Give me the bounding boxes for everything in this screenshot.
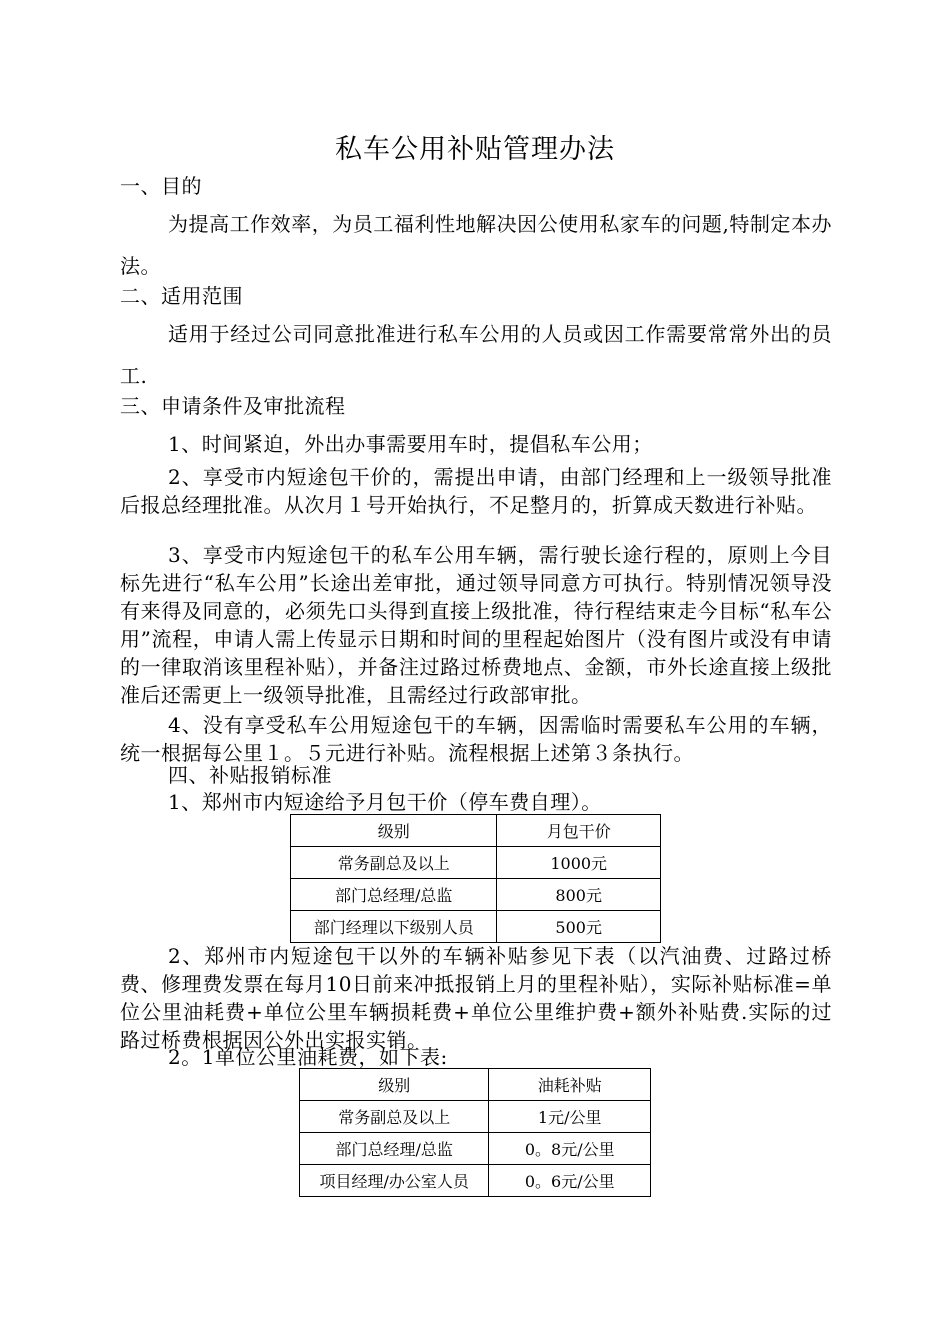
paragraph-process-1: 1、时间紧迫，外出办事需要用车时，提倡私车公用； [168, 432, 653, 456]
section-heading-scope: 二、适用范围 [120, 284, 243, 308]
section-heading-standards: 四、补贴报销标准 [168, 763, 332, 787]
paragraph-purpose: 为提高工作效率，为员工福利性地解决因公使用私家车的问题,特制定本办法。 [120, 212, 832, 278]
table-row [300, 1165, 651, 1197]
table-cell: 1000元 [497, 847, 661, 879]
table-cell: 部门总经理/总监 [300, 1133, 489, 1165]
table-cell: 部门总经理/总监 [291, 879, 497, 911]
table-row [291, 911, 661, 943]
table-row [300, 1069, 651, 1101]
table-header-cell: 级别 [291, 815, 497, 847]
table-header-cell: 月包干价 [497, 815, 661, 847]
table-cell: 500元 [497, 911, 661, 943]
section-heading-purpose: 一、目的 [120, 174, 202, 198]
paragraph-process-4: 4、没有享受私车公用短途包干的车辆，因需临时需要私车公用的车辆，统一根据每公里１。５元进行补贴。流程根据上述第３条执行。 [120, 713, 832, 765]
paragraph-standards-2-1: 2。1单位公里油耗费，如下表: [168, 1045, 448, 1069]
paragraph-scope: 适用于经过公司同意批准进行私车公用的人员或因工作需要常常外出的员工. [120, 322, 832, 388]
table-row [291, 879, 661, 911]
table-row [300, 1101, 651, 1133]
table-cell: 0。8元/公里 [489, 1133, 651, 1165]
table-row [300, 1133, 651, 1165]
table-cell: 0。6元/公里 [489, 1165, 651, 1197]
paragraph-standards-2: 2、郑州市内短途包干以外的车辆补贴参见下表（以汽油费、过路过桥费、修理费发票在每月10日前来冲抵报销上月的里程补贴），实际补贴标准=单位公里油耗费+单位公里车辆损耗费+单位公里维护费+额外补贴费.实际的过路过桥费根据因公外出实报实销。 [120, 944, 832, 1052]
fuel-allowance-table [299, 1068, 651, 1197]
table-cell: 项目经理/办公室人员 [300, 1165, 489, 1197]
table-row [291, 847, 661, 879]
table-cell: 1元/公里 [489, 1101, 651, 1133]
table-cell: 部门经理以下级别人员 [291, 911, 497, 943]
paragraph-process-3: 3、享受市内短途包干的私车公用车辆，需行驶长途行程的，原则上今目标先进行“私车公用”长途出差审批，通过领导同意方可执行。特别情况领导没有来得及同意的，必须先口头得到直接上级批准，待行程结束走今目标“私车公用”流程，申请人需上传显示日期和时间的里程起始图片（没有图片或没有申请的一律取消该里程补贴），并备注过路过桥费地点、金额，市外长途直接上级批准后还需更上一级领导批准，且需经过行政部审批。 [120, 543, 832, 707]
section-heading-process: 三、申请条件及审批流程 [120, 394, 346, 418]
paragraph-standards-1: 1、郑州市内短途给予月包干价（停车费自理）。 [168, 790, 602, 814]
table-cell: 800元 [497, 879, 661, 911]
table-header-cell: 级别 [300, 1069, 489, 1101]
table-cell: 常务副总及以上 [291, 847, 497, 879]
document-title: 私车公用补贴管理办法 [335, 134, 615, 165]
table-header-cell: 油耗补贴 [489, 1069, 651, 1101]
paragraph-process-2: 2、享受市内短途包干价的，需提出申请，由部门经理和上一级领导批准后报总经理批准。从次月１号开始执行，不足整月的，折算成天数进行补贴。 [120, 465, 832, 517]
monthly-allowance-table [290, 814, 661, 943]
table-cell: 常务副总及以上 [300, 1101, 489, 1133]
table-row [291, 815, 661, 847]
